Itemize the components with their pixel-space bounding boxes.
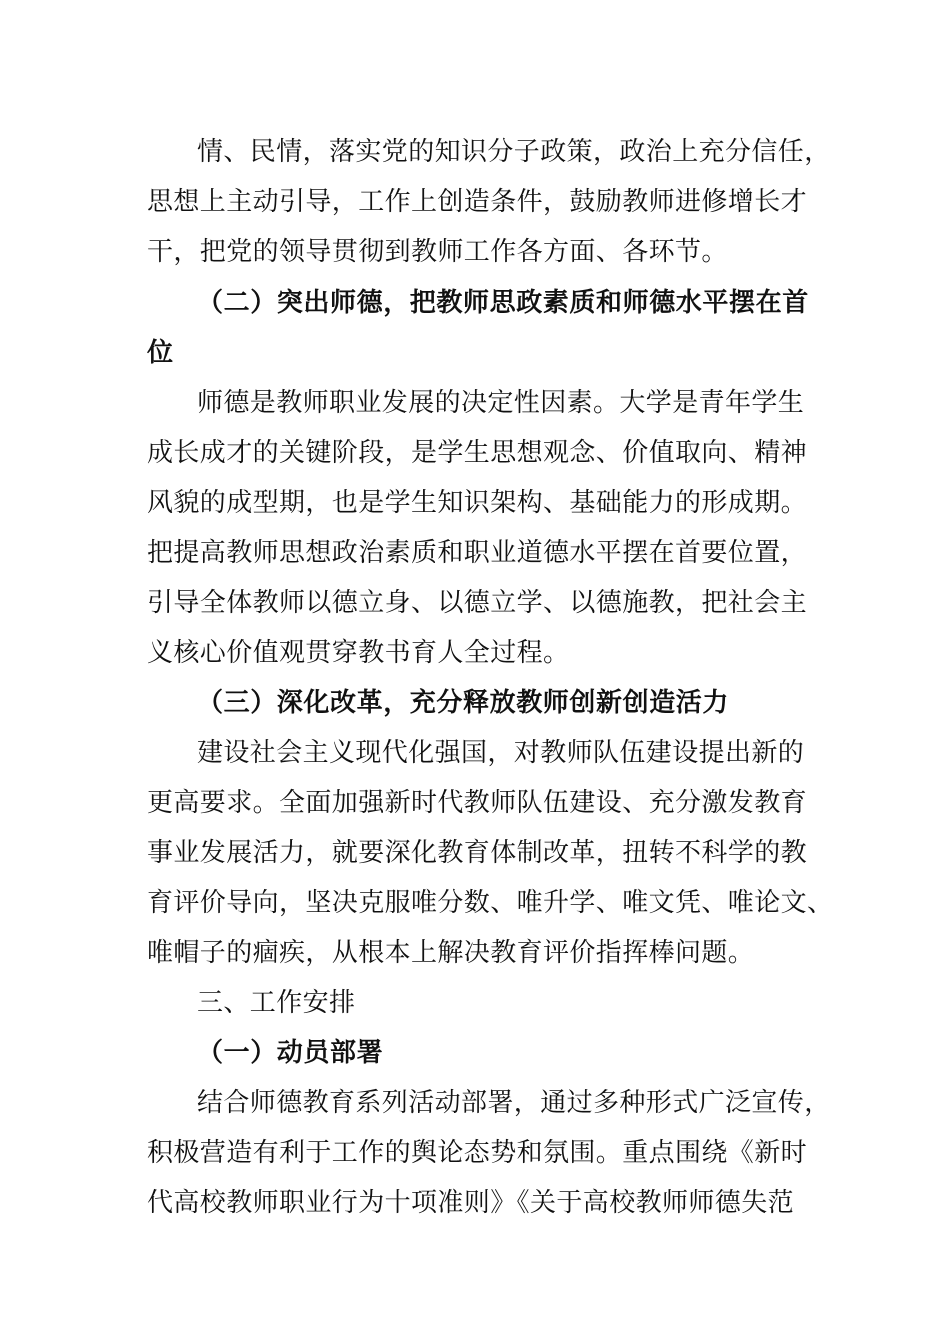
heading-line: （二）突出师德，把教师思政素质和师德水平摆在首: [197, 288, 809, 318]
text-line: 积极营造有利于工作的舆论态势和氛围。重点围绕《新时: [147, 1138, 808, 1168]
text-line: 师德是教师职业发展的决定性因素。大学是青年学生: [197, 388, 805, 418]
text-line: 结合师德教育系列活动部署，通过多种形式广泛宣传，: [197, 1088, 831, 1118]
text-line: 成长成才的关键阶段，是学生思想观念、价值取向、精神: [147, 438, 808, 468]
text-line: 唯帽子的痼疾，从根本上解决教育评价指挥棒问题。: [147, 938, 755, 968]
heading-deepen-reform: （三）深化改革，充分释放教师创新创造活力: [197, 688, 730, 718]
heading-line: 位: [147, 338, 174, 368]
subsection-title-mobilization: （一）动员部署: [197, 1038, 384, 1068]
text-line: 引导全体教师以德立身、以德立学、以德施教，把社会主: [147, 588, 808, 618]
text-line: 事业发展活力，就要深化教育体制改革，扭转不科学的教: [147, 838, 808, 868]
text-line: 义核心价值观贯穿教书育人全过程。: [147, 638, 570, 668]
text-line: 情、民情，落实党的知识分子政策，政治上充分信任，: [197, 137, 831, 167]
text-line: 把提高教师思想政治素质和职业道德水平摆在首要位置，: [147, 538, 808, 568]
text-line: 育评价导向，坚决克服唯分数、唯升学、唯文凭、唯论文、: [147, 888, 834, 918]
text-line: 思想上主动引导，工作上创造条件，鼓励教师进修增长才: [147, 187, 808, 217]
text-line: 干，把党的领导贯彻到教师工作各方面、各环节。: [147, 237, 728, 267]
text-line: 风貌的成型期，也是学生知识架构、基础能力的形成期。: [147, 488, 808, 518]
section-title-work-arrangement: 三、工作安排: [197, 988, 356, 1018]
text-line: 建设社会主义现代化强国，对教师队伍建设提出新的: [197, 738, 805, 768]
text-line: 代高校教师职业行为十项准则》《关于高校教师师德失范: [147, 1188, 795, 1218]
text-line: 更高要求。全面加强新时代教师队伍建设、充分激发教育: [147, 788, 808, 818]
